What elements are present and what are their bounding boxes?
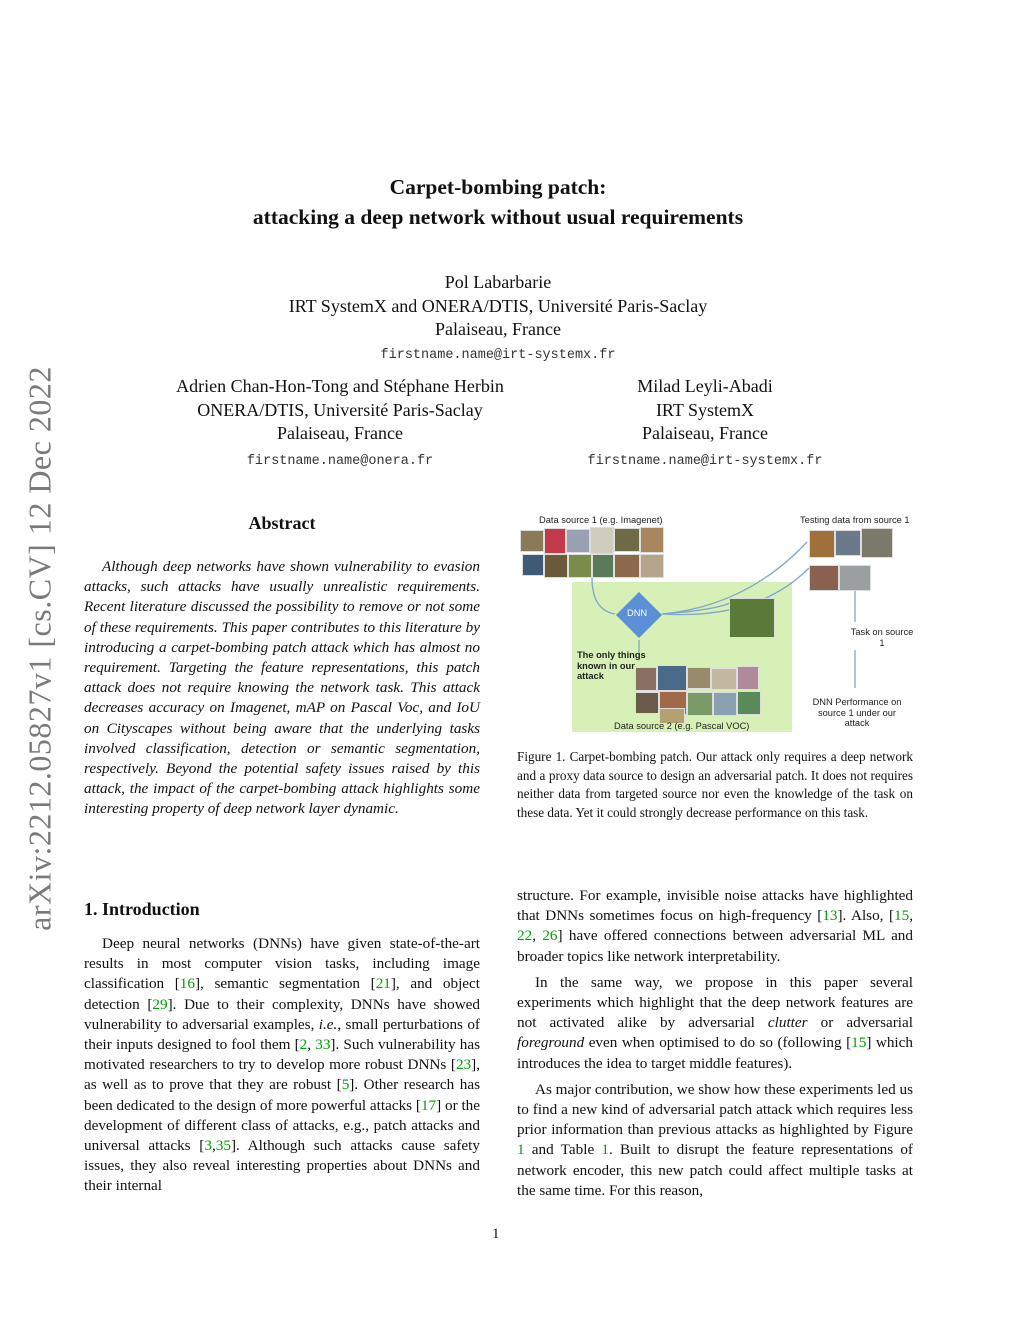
image-thumbnail (711, 668, 737, 690)
image-thumbnail (635, 692, 659, 714)
figure-1 (517, 510, 917, 740)
abstract-body (84, 557, 480, 820)
right-column-body (517, 886, 913, 1207)
introduction-heading: 1. Introduction (84, 899, 200, 919)
title-line-2: attacking a deep network without usual requirements (252, 205, 744, 229)
citation-link[interactable]: 23 (455, 1056, 472, 1074)
image-thumbnail (687, 692, 713, 716)
author-2-block (130, 375, 550, 473)
citation-link[interactable]: 17 (420, 1096, 437, 1114)
author-1-name: Pol Labarbarie (444, 272, 552, 292)
fig-label-known: The only things known in our attack (577, 650, 646, 681)
citation-link[interactable]: 2 (299, 1036, 308, 1054)
citation-link[interactable]: 29 (152, 995, 168, 1013)
arxiv-stamp: arXiv:2212.05827v1 [cs.CV] 12 Dec 2022 (21, 366, 58, 931)
title-line-1: Carpet-bombing patch: (389, 175, 607, 199)
author-3-name: Milad Leyli-Abadi (637, 376, 773, 396)
adversarial-patch-image (729, 598, 775, 638)
image-thumbnail (713, 692, 737, 716)
citation-link[interactable]: 16 (179, 975, 195, 993)
citation-link[interactable]: 5 (341, 1076, 350, 1094)
paper-title (150, 172, 846, 232)
fig-label-source1: Data source 1 (e.g. Imagenet) (539, 515, 663, 525)
author-2-affiliation: ONERA/DTIS, Université Paris-Saclay (197, 399, 483, 420)
abstract-heading: Abstract (248, 513, 316, 533)
image-thumbnail (861, 528, 893, 558)
intro-paragraph-1: Deep neural networks (DNNs) have given state-of-the-art results in most computer vision tasks, including image classification [16], semantic segmentation [21], and object detection [29]. Due to their complexity, DNNs have showed vulnerability to adversarial examples, i.e., small perturbations of their inputs designed to fool them [2, 33]. Such vulnerability has motivated researchers to try to develop more robust DNNs [23], as well as to prove that they are robust [5]. Other research has been dedicated to the design of more powerful attacks [17] or the development of different class of attacks, e.g., patch attacks and universal attacks [3,35]. Although such attacks cause safety issues, they also reveal interesting properties about DNNs and their internal (84, 935, 480, 1195)
abstract-text: Although deep networks have shown vulnerability to evasion attacks, such attacks have usually unrealistic requirements. Recent literature discussed the possibility to remove or not some of these requirements. This paper contributes to this literature by introducing a carpet-bombing patch attack which has almost no requirement. Targeting the feature representations, this patch attack does not require knowing the network task. This attack decreases accuracy on Imagenet, mAP on Pascal Voc, and IoU on Cityscapes without being aware that the underlying tasks involved classification, detection or semantic segmentation, respectively. Beyond the potential safety issues raised by this attack, the impact of the carpet-bombing attack highlights some interesting property of deep network layer dynamic. (84, 558, 480, 818)
citation-link[interactable]: 3 (204, 1137, 212, 1155)
citation-link[interactable]: 22 (517, 927, 533, 945)
figure-reference-link[interactable]: 1 (517, 1141, 525, 1159)
citation-link[interactable]: 15 (851, 1034, 867, 1052)
author-3-location: Palaiseau, France (642, 423, 768, 443)
fig-label-source2: Data source 2 (e.g. Pascal VOC) (614, 721, 750, 731)
table-reference-link[interactable]: 1 (601, 1141, 609, 1159)
author-2-name: Adrien Chan-Hon-Tong and Stéphane Herbin (176, 376, 504, 396)
fig-label-performance: DNN Performance on source 1 under our attack (812, 697, 902, 728)
author-1-affiliation: IRT SystemX and ONERA/DTIS, Université Paris-Saclay (288, 295, 708, 316)
image-thumbnail (657, 665, 687, 691)
citation-link[interactable]: 33 (315, 1036, 331, 1054)
author-1-block (200, 271, 796, 367)
dnn-label: DNN (627, 608, 648, 618)
image-thumbnail (635, 667, 657, 691)
author-2-email: firstname.name@onera.fr (246, 453, 434, 469)
right-paragraph-2: In the same way, we propose in this paper several experiments which highlight that the deep network features are not activated alike by adversarial clutter or adversarial foreground even when optimised to do so (following [15] which introduces the idea to target middle features). (517, 973, 913, 1072)
right-paragraph-3: As major contribution, we show how these experiments led us to find a new kind of adversarial patch attack which requires less prior information than previous attacks as highlighted by Figure 1 and Table 1. Built to disrupt the feature representations of network encoder, this new patch could affect multiple tasks at the same time. For this reason, (517, 1080, 913, 1199)
author-2-location: Palaiseau, France (277, 423, 403, 443)
citation-link[interactable]: 13 (822, 907, 838, 925)
right-paragraph-1: structure. For example, invisible noise attacks have highlighted that DNNs sometimes focus on high-frequency [13]. Also, [15, 22, 26] have offered connections between adversarial ML and broader topics like network interpretability. (517, 887, 913, 965)
author-1-location: Palaiseau, France (435, 319, 561, 339)
image-thumbnail (737, 691, 761, 715)
image-thumbnail (835, 530, 861, 556)
citation-link[interactable]: 15 (894, 907, 910, 925)
author-1-email: firstname.name@irt-systemx.fr (380, 347, 616, 363)
author-3-block (560, 375, 850, 473)
fig-label-testing: Testing data from source 1 (800, 515, 910, 525)
image-thumbnail (687, 667, 711, 689)
figure-1-caption: Figure 1. Carpet-bombing patch. Our attack only requires a deep network and a proxy data source to design an adversarial patch. It does not requires neither data from targeted source nor even the knowledge of the task on these data. Yet it could strongly decrease performance on this task. (517, 749, 913, 820)
image-thumbnail (839, 565, 871, 591)
citation-link[interactable]: 21 (375, 975, 391, 993)
image-thumbnail (737, 666, 759, 690)
citation-link[interactable]: 35 (215, 1137, 231, 1155)
author-3-email: firstname.name@irt-systemx.fr (587, 453, 823, 469)
fig-label-task: Task on source 1 (850, 627, 914, 648)
author-3-affiliation: IRT SystemX (655, 399, 755, 420)
image-thumbnail (809, 565, 839, 591)
page-number: 1 (492, 1226, 500, 1242)
introduction-body (84, 934, 480, 1203)
image-thumbnail (809, 530, 835, 558)
citation-link[interactable]: 26 (542, 927, 558, 945)
